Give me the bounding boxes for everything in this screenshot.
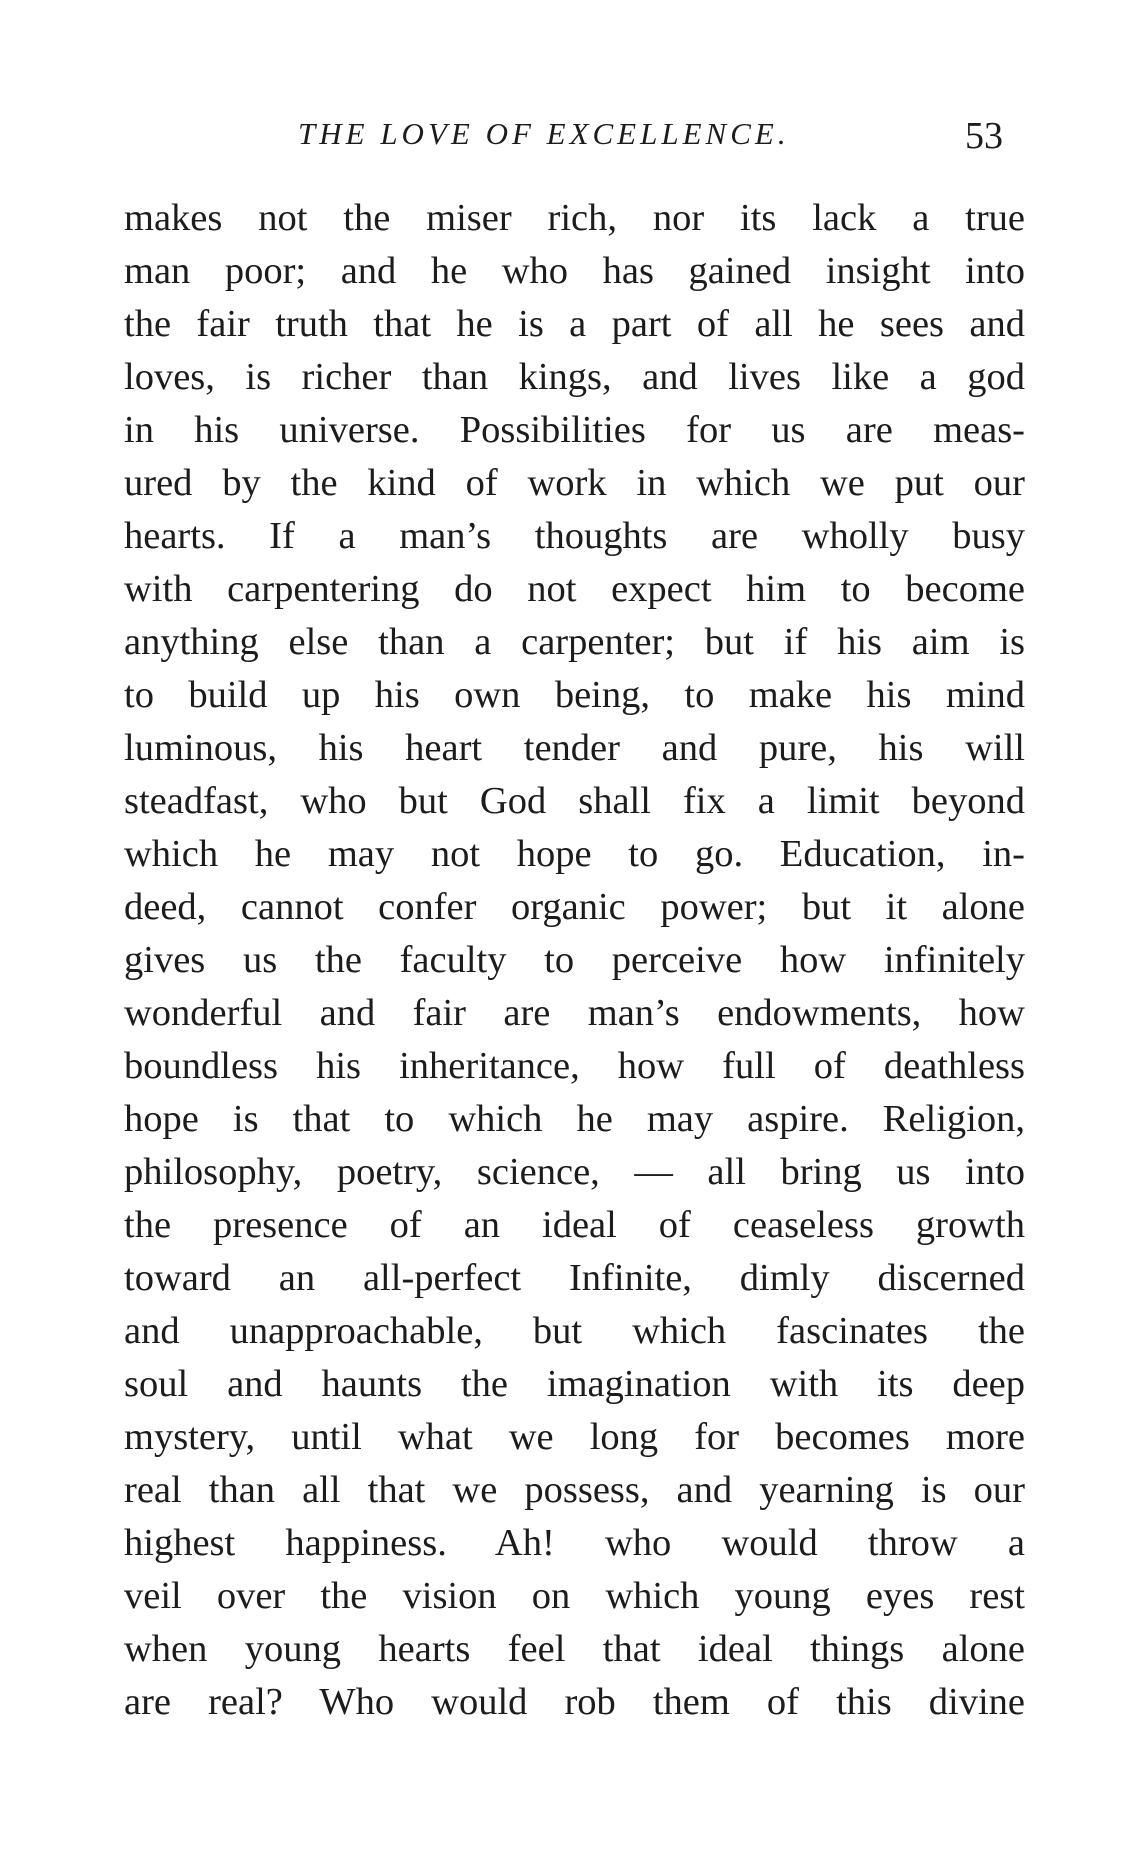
body-text <box>124 192 1025 1729</box>
text-line: hearts. If a man’s thoughts are wholly busy <box>124 515 1025 557</box>
text-line: are real? Who would rob them of this divine <box>124 1681 1025 1723</box>
text-line: deed, cannot confer organic power; but it alone <box>124 886 1025 928</box>
text-line: which he may not hope to go. Education, in- <box>124 833 1025 875</box>
text-line: veil over the vision on which young eyes rest <box>124 1575 1025 1617</box>
text-line: mystery, until what we long for becomes more <box>124 1416 1025 1458</box>
text-line: hope is that to which he may aspire. Religion, <box>124 1098 1025 1140</box>
text-line: the fair truth that he is a part of all he sees and <box>124 303 1025 345</box>
text-line: loves, is richer than kings, and lives like a god <box>124 356 1025 398</box>
text-line: steadfast, who but God shall fix a limit beyond <box>124 780 1025 822</box>
text-line: luminous, his heart tender and pure, his will <box>124 727 1025 769</box>
text-line: philosophy, poetry, science, — all bring us into <box>124 1151 1025 1193</box>
text-line: to build up his own being, to make his mind <box>124 674 1025 716</box>
text-line: in his universe. Possibilities for us are meas- <box>124 409 1025 451</box>
running-head <box>0 104 1130 157</box>
text-line: real than all that we possess, and yearning is our <box>124 1469 1025 1511</box>
text-line: soul and haunts the imagination with its deep <box>124 1363 1025 1405</box>
text-line: gives us the faculty to perceive how infinitely <box>124 939 1025 981</box>
text-line: the presence of an ideal of ceaseless growth <box>124 1204 1025 1246</box>
page-number: 53 <box>965 115 1003 157</box>
text-line: with carpentering do not expect him to become <box>124 568 1025 610</box>
running-title: THE LOVE OF EXCELLENCE. <box>298 116 790 151</box>
text-line: anything else than a carpenter; but if his aim is <box>124 621 1025 663</box>
text-line: highest happiness. Ah! who would throw a <box>124 1522 1025 1564</box>
text-line: ured by the kind of work in which we put our <box>124 462 1025 504</box>
text-line: man poor; and he who has gained insight into <box>124 250 1025 292</box>
text-line: makes not the miser rich, nor its lack a true <box>124 197 1025 239</box>
text-line: toward an all-perfect Infinite, dimly discerned <box>124 1257 1025 1299</box>
text-line: and unapproachable, but which fascinates the <box>124 1310 1025 1352</box>
text-line: when young hearts feel that ideal things alone <box>124 1628 1025 1670</box>
text-line: boundless his inheritance, how full of deathless <box>124 1045 1025 1087</box>
text-line: wonderful and fair are man’s endowments, how <box>124 992 1025 1034</box>
